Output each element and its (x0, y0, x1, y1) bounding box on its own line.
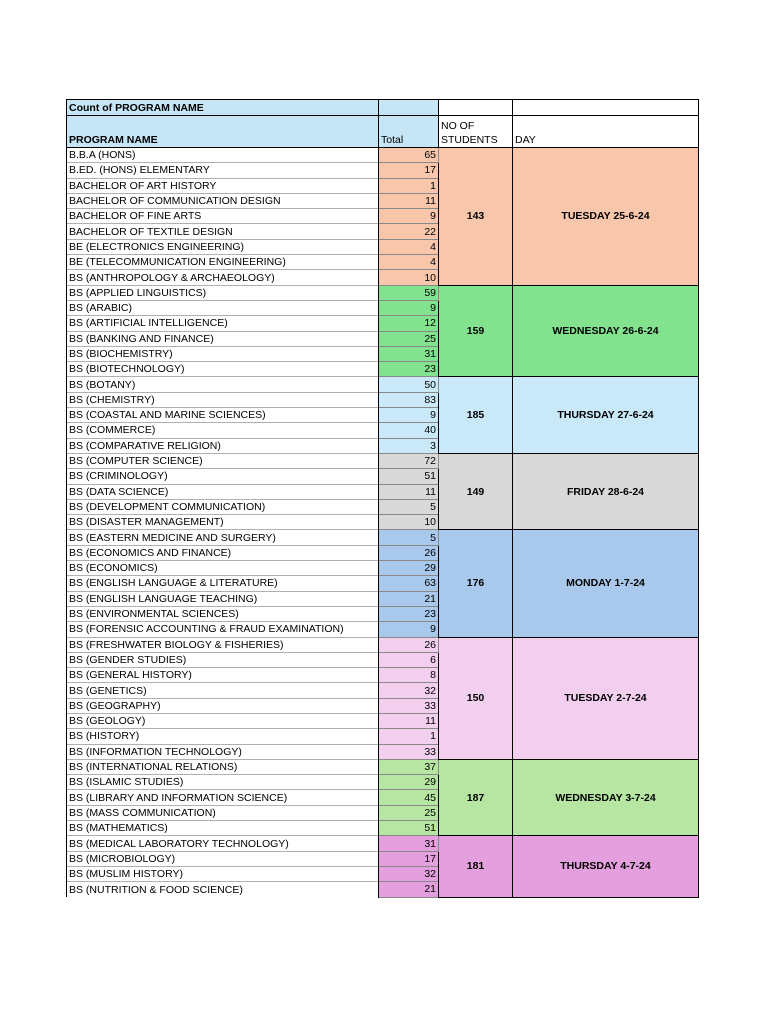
program-name-cell[interactable]: BS (INFORMATION TECHNOLOGY) (67, 744, 379, 759)
program-name-cell[interactable]: BS (COMPARATIVE RELIGION) (67, 438, 379, 453)
students-count-cell[interactable]: 149 (439, 453, 513, 529)
program-name-cell[interactable]: BACHELOR OF ART HISTORY (67, 178, 379, 193)
total-cell[interactable]: 25 (379, 331, 439, 346)
total-cell[interactable]: 9 (379, 300, 439, 315)
total-cell[interactable]: 8 (379, 668, 439, 683)
table-row (67, 377, 699, 392)
students-count-cell[interactable]: 159 (439, 285, 513, 377)
program-name-cell[interactable]: BS (DATA SCIENCE) (67, 484, 379, 499)
total-cell[interactable]: 63 (379, 576, 439, 591)
total-header[interactable]: Total (379, 116, 439, 148)
total-cell[interactable]: 33 (379, 698, 439, 713)
program-name-cell[interactable]: BS (ARTIFICIAL INTELLIGENCE) (67, 316, 379, 331)
program-name-cell[interactable]: BS (ARABIC) (67, 300, 379, 315)
empty-header-cell[interactable] (439, 100, 513, 116)
empty-header-cell[interactable] (513, 100, 699, 116)
program-name-cell[interactable]: BS (GEOLOGY) (67, 713, 379, 728)
total-cell[interactable]: 11 (379, 484, 439, 499)
students-count-cell[interactable]: 185 (439, 377, 513, 453)
total-cell[interactable]: 4 (379, 255, 439, 270)
program-name-cell[interactable]: BS (GENDER STUDIES) (67, 652, 379, 667)
total-cell[interactable]: 9 (379, 408, 439, 423)
program-name-cell[interactable]: BS (CRIMINOLOGY) (67, 469, 379, 484)
day-cell[interactable]: THURSDAY 27-6-24 (513, 377, 699, 453)
header-row-2 (67, 116, 699, 148)
program-name-cell[interactable]: BS (ANTHROPOLOGY & ARCHAEOLOGY) (67, 270, 379, 285)
program-schedule-table (66, 99, 699, 898)
total-cell[interactable]: 26 (379, 637, 439, 652)
program-name-cell[interactable]: B.B.A (HONS) (67, 148, 379, 163)
program-name-cell[interactable]: BS (NUTRITION & FOOD SCIENCE) (67, 882, 379, 897)
total-cell[interactable]: 6 (379, 652, 439, 667)
total-cell[interactable]: 3 (379, 438, 439, 453)
program-name-cell[interactable]: BS (LIBRARY AND INFORMATION SCIENCE) (67, 790, 379, 805)
total-cell[interactable]: 9 (379, 209, 439, 224)
table-row (67, 759, 699, 774)
program-name-cell[interactable]: BACHELOR OF TEXTILE DESIGN (67, 224, 379, 239)
total-cell[interactable]: 23 (379, 606, 439, 621)
total-cell[interactable]: 12 (379, 316, 439, 331)
program-name-cell[interactable]: BACHELOR OF FINE ARTS (67, 209, 379, 224)
total-cell[interactable]: 22 (379, 224, 439, 239)
program-name-cell[interactable]: BS (ENVIRONMENTAL SCIENCES) (67, 606, 379, 621)
total-cell[interactable]: 40 (379, 423, 439, 438)
program-name-cell[interactable]: BS (ENGLISH LANGUAGE TEACHING) (67, 591, 379, 606)
students-count-cell[interactable]: 150 (439, 637, 513, 759)
table-row (67, 148, 699, 163)
day-cell[interactable]: MONDAY 1-7-24 (513, 530, 699, 637)
total-cell[interactable]: 32 (379, 683, 439, 698)
total-cell[interactable]: 17 (379, 851, 439, 866)
day-cell[interactable]: THURSDAY 4-7-24 (513, 836, 699, 897)
program-name-cell[interactable]: BS (GENETICS) (67, 683, 379, 698)
program-name-cell[interactable]: BS (BANKING AND FINANCE) (67, 331, 379, 346)
program-name-cell[interactable]: BS (INTERNATIONAL RELATIONS) (67, 759, 379, 774)
program-name-cell[interactable]: BS (MEDICAL LABORATORY TECHNOLOGY) (67, 836, 379, 851)
header-row-1 (67, 100, 699, 116)
total-cell[interactable]: 51 (379, 821, 439, 836)
total-cell[interactable]: 11 (379, 713, 439, 728)
total-cell[interactable]: 21 (379, 882, 439, 897)
table-row (67, 453, 699, 468)
table-row (67, 836, 699, 851)
total-cell[interactable]: 51 (379, 469, 439, 484)
day-cell[interactable]: WEDNESDAY 3-7-24 (513, 759, 699, 835)
program-name-cell[interactable]: BS (COASTAL AND MARINE SCIENCES) (67, 408, 379, 423)
table-row (67, 285, 699, 300)
program-name-cell[interactable]: BS (DEVELOPMENT COMMUNICATION) (67, 499, 379, 514)
day-cell[interactable]: TUESDAY 2-7-24 (513, 637, 699, 759)
total-cell[interactable]: 83 (379, 392, 439, 407)
program-name-cell[interactable]: BS (APPLIED LINGUISTICS) (67, 285, 379, 300)
total-cell[interactable]: 31 (379, 836, 439, 851)
program-name-header[interactable]: PROGRAM NAME (67, 116, 379, 148)
program-name-cell[interactable]: BS (MATHEMATICS) (67, 821, 379, 836)
program-name-cell[interactable]: BS (ECONOMICS) (67, 561, 379, 576)
program-name-cell[interactable]: BS (BIOTECHNOLOGY) (67, 362, 379, 377)
students-count-cell[interactable]: 176 (439, 530, 513, 637)
total-cell[interactable]: 25 (379, 805, 439, 820)
total-cell[interactable]: 29 (379, 775, 439, 790)
total-cell[interactable]: 59 (379, 285, 439, 300)
program-name-cell[interactable]: BS (COMPUTER SCIENCE) (67, 453, 379, 468)
total-cell[interactable]: 5 (379, 530, 439, 545)
program-name-cell[interactable]: BS (ISLAMIC STUDIES) (67, 775, 379, 790)
total-cell[interactable]: 31 (379, 346, 439, 361)
program-name-cell[interactable]: BE (TELECOMMUNICATION ENGINEERING) (67, 255, 379, 270)
total-cell[interactable]: 4 (379, 239, 439, 254)
students-header[interactable]: NO OF STUDENTS (439, 116, 513, 148)
total-cell[interactable]: 21 (379, 591, 439, 606)
total-cell[interactable]: 10 (379, 515, 439, 530)
empty-header-cell[interactable] (379, 100, 439, 116)
day-cell[interactable]: TUESDAY 25-6-24 (513, 148, 699, 286)
total-cell[interactable]: 5 (379, 499, 439, 514)
total-cell[interactable]: 1 (379, 729, 439, 744)
total-cell[interactable]: 11 (379, 193, 439, 208)
program-name-cell[interactable]: BS (DISASTER MANAGEMENT) (67, 515, 379, 530)
total-cell[interactable]: 33 (379, 744, 439, 759)
program-name-cell[interactable]: BS (CHEMISTRY) (67, 392, 379, 407)
students-count-cell[interactable]: 143 (439, 148, 513, 286)
total-cell[interactable]: 45 (379, 790, 439, 805)
total-cell[interactable]: 17 (379, 163, 439, 178)
total-cell[interactable]: 29 (379, 561, 439, 576)
table-row (67, 530, 699, 545)
total-cell[interactable]: 72 (379, 453, 439, 468)
program-name-cell[interactable]: BS (GENERAL HISTORY) (67, 668, 379, 683)
students-count-cell[interactable]: 187 (439, 759, 513, 835)
count-header[interactable]: Count of PROGRAM NAME (67, 100, 379, 116)
program-name-cell[interactable]: BE (ELECTRONICS ENGINEERING) (67, 239, 379, 254)
program-name-cell[interactable]: BACHELOR OF COMMUNICATION DESIGN (67, 193, 379, 208)
program-name-cell[interactable]: BS (ENGLISH LANGUAGE & LITERATURE) (67, 576, 379, 591)
total-cell[interactable]: 26 (379, 545, 439, 560)
total-cell[interactable]: 1 (379, 178, 439, 193)
total-cell[interactable]: 50 (379, 377, 439, 392)
program-name-cell[interactable]: BS (MICROBIOLOGY) (67, 851, 379, 866)
total-cell[interactable]: 65 (379, 148, 439, 163)
total-cell[interactable]: 32 (379, 866, 439, 881)
program-name-cell[interactable]: BS (HISTORY) (67, 729, 379, 744)
program-name-cell[interactable]: BS (ECONOMICS AND FINANCE) (67, 545, 379, 560)
program-name-cell[interactable]: BS (BOTANY) (67, 377, 379, 392)
program-name-cell[interactable]: BS (COMMERCE) (67, 423, 379, 438)
table-body (67, 100, 699, 898)
program-name-cell[interactable]: BS (MUSLIM HISTORY) (67, 866, 379, 881)
day-cell[interactable]: FRIDAY 28-6-24 (513, 453, 699, 529)
program-name-cell[interactable]: BS (FORENSIC ACCOUNTING & FRAUD EXAMINATION) (67, 622, 379, 637)
day-cell[interactable]: WEDNESDAY 26-6-24 (513, 285, 699, 377)
total-cell[interactable]: 23 (379, 362, 439, 377)
program-name-cell[interactable]: B.ED. (HONS) ELEMENTARY (67, 163, 379, 178)
total-cell[interactable]: 37 (379, 759, 439, 774)
program-name-cell[interactable]: BS (MASS COMMUNICATION) (67, 805, 379, 820)
table-row (67, 637, 699, 652)
students-count-cell[interactable]: 181 (439, 836, 513, 897)
total-cell[interactable]: 9 (379, 622, 439, 637)
day-header[interactable]: DAY (513, 116, 699, 148)
program-name-cell[interactable]: BS (FRESHWATER BIOLOGY & FISHERIES) (67, 637, 379, 652)
program-name-cell[interactable]: BS (BIOCHEMISTRY) (67, 346, 379, 361)
program-name-cell[interactable]: BS (EASTERN MEDICINE AND SURGERY) (67, 530, 379, 545)
program-name-cell[interactable]: BS (GEOGRAPHY) (67, 698, 379, 713)
total-cell[interactable]: 10 (379, 270, 439, 285)
